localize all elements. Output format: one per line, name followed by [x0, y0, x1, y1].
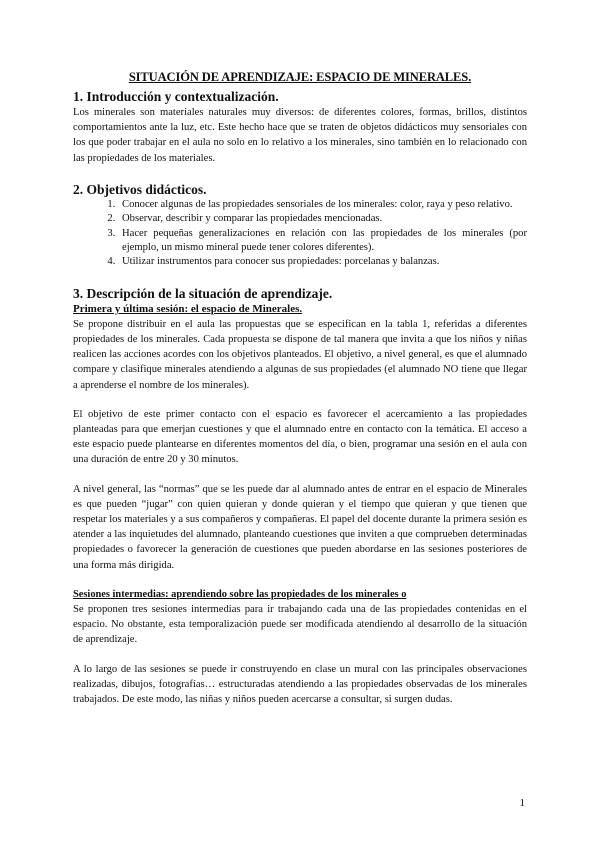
section-3-paragraph-4: Se proponen tres sesiones intermedias para ir trabajando cada una de las propiedades contenidas en el espacio. No obstante, esta temporalización puede ser modificada atendiendo al desarrollo de la situación de aprendizaje. — [73, 603, 527, 646]
section-3-paragraph-3: A nivel general, las “normas” que se les puede dar al alumnado antes de entrar en el espacio de Minerales es que pueden “jugar” con quien quieran y donde quieran y el tiempo que quieran y que tienen que respetar los materiales y a sus compañeros y compañeras. El papel del docente durante la primera sesión es atender a las inquietudes del alumnado, planteando cuestiones que inviten a que comprueben determinadas propiedades o favorecer la generación de cuestiones que pueden abordarse en las sesiones posteriores de una forma más dirigida. — [73, 483, 527, 571]
objective-item: 4. Utilizar instrumentos para conocer sus propiedades: porcelanas y balanzas. — [118, 255, 527, 269]
section-3-paragraph-5: A lo largo de las sesiones se puede ir construyendo en clase un mural con las principales observaciones realizadas, dibujos, fotografías… estructuradas atendiendo a las propiedades observadas de los minerales trabajados. De este modo, las niñas y niños pueden acercarse a consultar, si surgen dudas. — [73, 663, 527, 705]
objective-item: 3. Hacer pequeñas generalizaciones en relación con las propiedades de los minerales (por ejemplo, un mismo mineral puede tener colores diferentes). — [118, 227, 527, 256]
page-number: 1 — [519, 797, 525, 809]
objectives-list — [73, 198, 527, 270]
intermediate-sessions-subheading: Sesiones intermedias: aprendiendo sobre las propiedades de los minerales o — [73, 588, 407, 600]
section-3-heading: 3. Descripción de la situación de aprendizaje. — [73, 285, 333, 301]
document-title: SITUACIÓN DE APRENDIZAJE: ESPACIO DE MINERALES. — [128, 70, 472, 84]
first-session-subheading: Primera y última sesión: el espacio de Minerales. — [73, 302, 303, 315]
section-3-paragraph-2: El objetivo de este primer contacto con el espacio es favorecer el acercamiento a las propiedades planteadas para que emerjan cuestiones y que el alumnado entre en contacto con la temática. El acceso a este espacio puede plantearse en diferentes momentos del día, o bien, programar una sesión en el aula con una duración de entre 20 y 30 minutos. — [73, 408, 527, 466]
document-page — [73, 70, 527, 707]
section-1-heading: 1. Introducción y contextualización. — [73, 89, 279, 104]
section-2-heading: 2. Objetivos didácticos. — [73, 181, 207, 197]
objective-item: 2. Observar, describir y comparar las propiedades mencionadas. — [118, 212, 527, 226]
objective-item: 1. Conocer algunas de las propiedades sensoriales de los minerales: color, raya y peso relativo. — [118, 198, 527, 212]
section-3-paragraph-1: Se propone distribuir en el aula las propuestas que se especifican en la tabla 1, referidas a diferentes propiedades de los minerales. Cada propuesta se dispone de tal manera que invita a que los niños y niñas realicen las acciones acordes con los objetivos planteados. El objetivo, a nivel general, es que el alumnado compare y clasifique minerales atendiendo a algunas de sus propiedades (el alumnado NO tiene que llegar a aprenderse el nombre de los minerales). — [73, 318, 527, 391]
section-1-paragraph: Los minerales son materiales naturales muy diversos: de diferentes colores, formas, brillos, distintos comportamientos ante la luz, etc. Este hecho hace que se traten de objetos didácticos muy sensoriales con los que poder trabajar en el aula no solo en lo relativo a los minerales, sino también en lo relacionado con las propiedades de los materiales. — [73, 107, 527, 164]
